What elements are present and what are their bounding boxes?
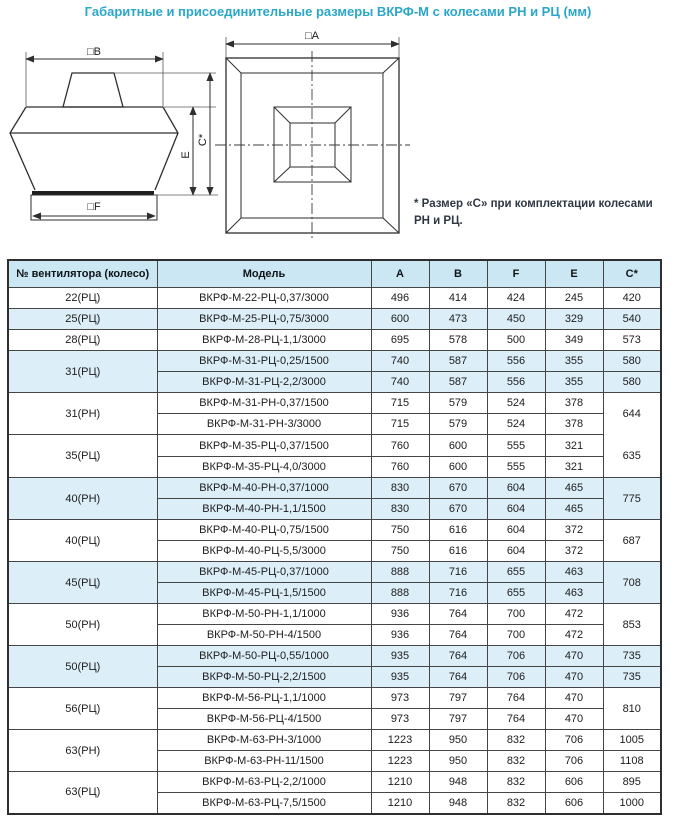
table-row xyxy=(8,330,661,351)
table-cell: 580 xyxy=(603,351,661,372)
table-cell: 414 xyxy=(429,288,487,309)
table-cell: 470 xyxy=(545,688,603,709)
table-cell: 579 xyxy=(429,393,487,414)
dim-label-a: □A xyxy=(305,30,319,42)
table-cell: ВКРФ-М-35-РЦ-0,37/1500 xyxy=(157,435,371,457)
table-cell: 670 xyxy=(429,499,487,520)
table-cell: 715 xyxy=(371,414,429,435)
table-cell: 700 xyxy=(487,625,545,646)
table-cell: 936 xyxy=(371,604,429,625)
table-cell: 716 xyxy=(429,583,487,604)
table-cell: 764 xyxy=(487,709,545,730)
table-cell: 616 xyxy=(429,520,487,541)
table-cell: 25(РЦ) xyxy=(8,309,157,330)
footnote xyxy=(414,196,664,229)
table-cell: 470 xyxy=(545,709,603,730)
table-cell: 740 xyxy=(371,372,429,393)
table-cell: 355 xyxy=(545,372,603,393)
table-cell: 750 xyxy=(371,541,429,562)
table-cell: 1210 xyxy=(371,772,429,793)
table-cell: ВКРФ-М-40-РН-1,1/1500 xyxy=(157,499,371,520)
table-cell: 63(РН) xyxy=(8,730,157,772)
table-cell: 578 xyxy=(429,330,487,351)
table-cell: 31(РН) xyxy=(8,393,157,435)
table-cell: 580 xyxy=(603,372,661,393)
table-header-cell: B xyxy=(429,260,487,288)
table-cell: 606 xyxy=(545,793,603,814)
table-cell: 1005 xyxy=(603,730,661,751)
table-cell: 540 xyxy=(603,309,661,330)
table-cell: 655 xyxy=(487,562,545,583)
table-cell: 706 xyxy=(487,667,545,688)
table-cell: 735 xyxy=(603,646,661,667)
table-cell: ВКРФ-М-40-РН-0,37/1000 xyxy=(157,478,371,499)
table-cell: 600 xyxy=(429,435,487,457)
table-cell: 735 xyxy=(603,667,661,688)
table-cell: 888 xyxy=(371,562,429,583)
table-cell: 463 xyxy=(545,583,603,604)
table-cell: 1108 xyxy=(603,751,661,772)
table-cell: 45(РЦ) xyxy=(8,562,157,604)
table-cell: 35(РЦ) xyxy=(8,435,157,478)
table-cell: 600 xyxy=(429,457,487,478)
table-cell: 948 xyxy=(429,793,487,814)
table-cell: 555 xyxy=(487,435,545,457)
table-cell: 587 xyxy=(429,372,487,393)
table-cell: 950 xyxy=(429,751,487,772)
table-cell: 56(РЦ) xyxy=(8,688,157,730)
table-cell: 810 xyxy=(603,688,661,730)
table-row xyxy=(8,520,661,541)
table-cell: 1223 xyxy=(371,730,429,751)
table-cell: 473 xyxy=(429,309,487,330)
table-cell: ВКРФ-М-50-РН-1,1/1000 xyxy=(157,604,371,625)
table-header-cell: A xyxy=(371,260,429,288)
dim-label-b: □B xyxy=(87,46,101,58)
table-cell: 63(РЦ) xyxy=(8,772,157,814)
table-row xyxy=(8,288,661,309)
dim-label-e: E xyxy=(180,151,192,159)
table-cell: 740 xyxy=(371,351,429,372)
table-cell: 496 xyxy=(371,288,429,309)
table-cell: 973 xyxy=(371,688,429,709)
table-cell: 600 xyxy=(371,309,429,330)
table-cell: 1000 xyxy=(603,793,661,814)
table-cell: 764 xyxy=(429,604,487,625)
table-row xyxy=(8,435,661,457)
table-cell: 472 xyxy=(545,604,603,625)
table-cell: 764 xyxy=(429,646,487,667)
table-cell: 655 xyxy=(487,583,545,604)
table-row xyxy=(8,688,661,709)
table-row xyxy=(8,772,661,793)
table-cell: 604 xyxy=(487,499,545,520)
table-cell: 830 xyxy=(371,478,429,499)
table-cell: 579 xyxy=(429,414,487,435)
table-cell: 40(РН) xyxy=(8,478,157,520)
table-cell: 500 xyxy=(487,330,545,351)
table-cell: ВКРФ-М-56-РЦ-1,1/1000 xyxy=(157,688,371,709)
table-cell: 22(РЦ) xyxy=(8,288,157,309)
table-cell: 687 xyxy=(603,520,661,562)
dim-label-c: C* xyxy=(197,133,209,147)
table-cell: ВКРФ-М-63-РЦ-2,2/1000 xyxy=(157,772,371,793)
table-header-row xyxy=(8,260,661,288)
fan-side-view-drawing xyxy=(6,40,221,232)
dim-label-f: □F xyxy=(87,201,101,213)
table-cell: 372 xyxy=(545,520,603,541)
table-cell: 50(РЦ) xyxy=(8,646,157,688)
table-cell: ВКРФ-М-45-РЦ-0,37/1000 xyxy=(157,562,371,583)
table-cell: ВКРФ-М-63-РЦ-7,5/1500 xyxy=(157,793,371,814)
table-cell: 616 xyxy=(429,541,487,562)
table-cell: ВКРФ-М-40-РЦ-5,5/3000 xyxy=(157,541,371,562)
table-cell: 760 xyxy=(371,435,429,457)
table-cell: 321 xyxy=(545,435,603,457)
table-cell: 424 xyxy=(487,288,545,309)
table-cell: 556 xyxy=(487,351,545,372)
table-cell: 420 xyxy=(603,288,661,309)
table-cell: 1210 xyxy=(371,793,429,814)
table-cell: 832 xyxy=(487,751,545,772)
table-cell: 948 xyxy=(429,772,487,793)
table-cell: 50(РН) xyxy=(8,604,157,646)
table-cell: 700 xyxy=(487,604,545,625)
table-cell: 832 xyxy=(487,772,545,793)
table-cell: 708 xyxy=(603,562,661,604)
table-cell: 470 xyxy=(545,646,603,667)
table-cell: 321 xyxy=(545,457,603,478)
table-cell: ВКРФ-М-63-РН-3/1000 xyxy=(157,730,371,751)
table-cell: 587 xyxy=(429,351,487,372)
table-row xyxy=(8,478,661,499)
table-cell: 888 xyxy=(371,583,429,604)
table-cell: ВКРФ-М-45-РЦ-1,5/1500 xyxy=(157,583,371,604)
table-cell: 28(РЦ) xyxy=(8,330,157,351)
table-cell: ВКРФ-М-28-РЦ-1,1/3000 xyxy=(157,330,371,351)
table-cell: ВКРФ-М-31-РН-3/3000 xyxy=(157,414,371,435)
table-header-cell: F xyxy=(487,260,545,288)
table-cell: 706 xyxy=(487,646,545,667)
table-cell: 378 xyxy=(545,393,603,414)
table-cell: 716 xyxy=(429,562,487,583)
table-header-cell: Модель xyxy=(157,260,371,288)
table-cell: 524 xyxy=(487,393,545,414)
table-cell: 760 xyxy=(371,457,429,478)
table-cell: 604 xyxy=(487,520,545,541)
table-cell: 950 xyxy=(429,730,487,751)
table-cell: 935 xyxy=(371,667,429,688)
table-cell: 832 xyxy=(487,730,545,751)
table-cell: 555 xyxy=(487,457,545,478)
table-row xyxy=(8,730,661,751)
table-cell: 644 635 xyxy=(603,393,661,478)
table-cell: 775 xyxy=(603,478,661,520)
table-cell: 556 xyxy=(487,372,545,393)
table-cell: 670 xyxy=(429,478,487,499)
table-cell: 465 xyxy=(545,478,603,499)
table-cell: 764 xyxy=(429,667,487,688)
table-cell: 706 xyxy=(545,730,603,751)
table-cell: 40(РЦ) xyxy=(8,520,157,562)
table-cell: 524 xyxy=(487,414,545,435)
table-cell: 378 xyxy=(545,414,603,435)
table-cell: 973 xyxy=(371,709,429,730)
table-cell: 329 xyxy=(545,309,603,330)
table-cell: 797 xyxy=(429,688,487,709)
table-header-cell: № вентилятора (колесо) xyxy=(8,260,157,288)
table-cell: 472 xyxy=(545,625,603,646)
table-cell: 830 xyxy=(371,499,429,520)
table-row xyxy=(8,351,661,372)
table-header-cell: E xyxy=(545,260,603,288)
table-cell: ВКРФ-М-50-РН-4/1500 xyxy=(157,625,371,646)
table-cell: 31(РЦ) xyxy=(8,351,157,393)
table-cell: 797 xyxy=(429,709,487,730)
table-cell: 750 xyxy=(371,520,429,541)
dimensions-table xyxy=(7,259,662,815)
table-cell: 604 xyxy=(487,478,545,499)
table-cell: 463 xyxy=(545,562,603,583)
table-cell: 706 xyxy=(545,751,603,772)
table-body xyxy=(8,288,661,814)
table-cell: 355 xyxy=(545,351,603,372)
table-cell: ВКРФ-М-63-РН-11/1500 xyxy=(157,751,371,772)
table-cell: 450 xyxy=(487,309,545,330)
table-cell: ВКРФ-М-31-РН-0,37/1500 xyxy=(157,393,371,414)
table-cell: 764 xyxy=(487,688,545,709)
table-row xyxy=(8,604,661,625)
table-cell: ВКРФ-М-40-РЦ-0,75/1500 xyxy=(157,520,371,541)
table-cell: ВКРФ-М-50-РЦ-2,2/1500 xyxy=(157,667,371,688)
table-header xyxy=(8,260,661,288)
table-cell: 1223 xyxy=(371,751,429,772)
table-cell: ВКРФ-М-31-РЦ-0,25/1500 xyxy=(157,351,371,372)
table-cell: 470 xyxy=(545,667,603,688)
table-cell: 372 xyxy=(545,541,603,562)
table-cell: 895 xyxy=(603,772,661,793)
table-cell: 715 xyxy=(371,393,429,414)
page-title: Габаритные и присоединительные размеры ВКРФ-М с колесами РН и РЦ (мм) xyxy=(84,4,592,19)
table-cell: ВКРФ-М-56-РЦ-4/1500 xyxy=(157,709,371,730)
table-cell: ВКРФ-М-25-РЦ-0,75/3000 xyxy=(157,309,371,330)
table-cell: ВКРФ-М-31-РЦ-2,2/3000 xyxy=(157,372,371,393)
table-cell: 465 xyxy=(545,499,603,520)
table-cell: 349 xyxy=(545,330,603,351)
table-cell: 245 xyxy=(545,288,603,309)
table-cell: 573 xyxy=(603,330,661,351)
fan-top-view-drawing xyxy=(210,28,415,243)
table-cell: ВКРФ-М-50-РЦ-0,55/1000 xyxy=(157,646,371,667)
table-row xyxy=(8,309,661,330)
table-cell: 764 xyxy=(429,625,487,646)
table-row xyxy=(8,562,661,583)
table-row xyxy=(8,646,661,667)
table-cell: 604 xyxy=(487,541,545,562)
table-cell: 832 xyxy=(487,793,545,814)
table-cell: 936 xyxy=(371,625,429,646)
table-cell: 606 xyxy=(545,772,603,793)
table-cell: 695 xyxy=(371,330,429,351)
footnote-line1: * Размер «С» при комплектации колесами xyxy=(414,198,653,210)
table-cell: 935 xyxy=(371,646,429,667)
table-row xyxy=(8,393,661,414)
table-cell: ВКРФ-М-35-РЦ-4,0/3000 xyxy=(157,457,371,478)
table-header-cell: C* xyxy=(603,260,661,288)
table-cell: 853 xyxy=(603,604,661,646)
footnote-line2: РН и РЦ. xyxy=(414,214,463,227)
table-cell: ВКРФ-М-22-РЦ-0,37/3000 xyxy=(157,288,371,309)
